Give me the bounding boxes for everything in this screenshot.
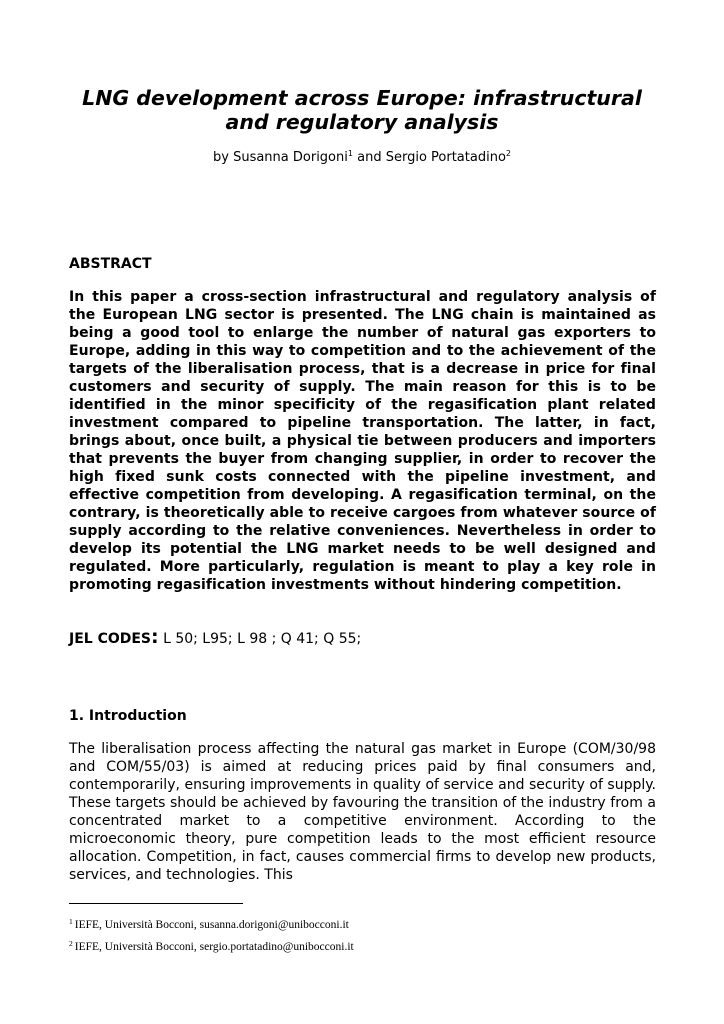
abstract-body: In this paper a cross-section infrastructural and regulatory analysis of the European LNG sector is presented. The LNG chain is maintained as being a good tool to enlarge the number of natural gas exporters to Europe, adding in this way to competition and to the achievement of the targets of the liberalisation process, that is a decrease in price for final customers and security of supply. The main reason for this is to be identified in the minor specificity of the regasification plant related investment compared to pipeline transportation. The latter, in fact, brings about, once built, a physical tie between producers and importers that prevents the buyer from changing supplier, in order to recover the high fixed sunk costs connected with the pipeline investment, and effective competition from developing. A regasification terminal, on the contrary, is theoretically able to receive cargoes from whatever source of supply according to the relative conveniences. Nevertheless in order to develop its potential the LNG market needs to be well designed and regulated. More particularly, regulation is meant to play a key role in promoting regasification investments without hindering competition.: [69, 289, 656, 593]
introduction-heading: 1. Introduction: [69, 708, 187, 724]
footnote-mark-1: 1: [347, 149, 353, 158]
introduction-body: The liberalisation process affecting the natural gas market in Europe (COM/30/98 and COM/55/03) is aimed at reducing prices paid by final consumers and, contemporarily, ensuring improvements in quality of service and security of supply. These targets should be achieved by favouring the transition of the industry from a concentrated market to a competitive environment. According to the microeconomic theory, pure competition leads to the most efficient resource allocation. Competition, in fact, causes commercial firms to develop new products, services, and technologies. This: [69, 741, 656, 883]
footnote-mark-2: 2: [505, 149, 511, 158]
footnote-2-mark: 2: [69, 939, 73, 948]
footnote-2: [69, 940, 354, 954]
author-name-2: Sergio Portatadino: [385, 150, 506, 165]
author-conjunction: and: [357, 150, 382, 165]
footnote-separator: [69, 903, 243, 904]
footnote-1: [69, 918, 349, 932]
jel-codes-line: [69, 627, 656, 649]
footnote-1-text: IEFE, Università Bocconi, susanna.dorigoni@unibocconi.it: [74, 919, 349, 931]
author-name-1: Susanna Dorigoni: [233, 150, 348, 165]
paper-title: LNG development across Europe: infrastructural and regulatory analysis: [82, 86, 642, 134]
jel-codes-colon: :: [151, 626, 159, 648]
jel-codes-label: JEL CODES: [69, 631, 152, 647]
jel-codes-value: L 50; L95; L 98 ; Q 41; Q 55;: [163, 631, 362, 647]
abstract-heading: ABSTRACT: [69, 256, 152, 272]
author-prefix: by: [212, 150, 229, 165]
author-line: [60, 150, 664, 166]
footnote-2-text: IEFE, Università Bocconi, sergio.portatadino@unibocconi.it: [74, 941, 354, 953]
footnote-1-mark: 1: [69, 917, 73, 926]
